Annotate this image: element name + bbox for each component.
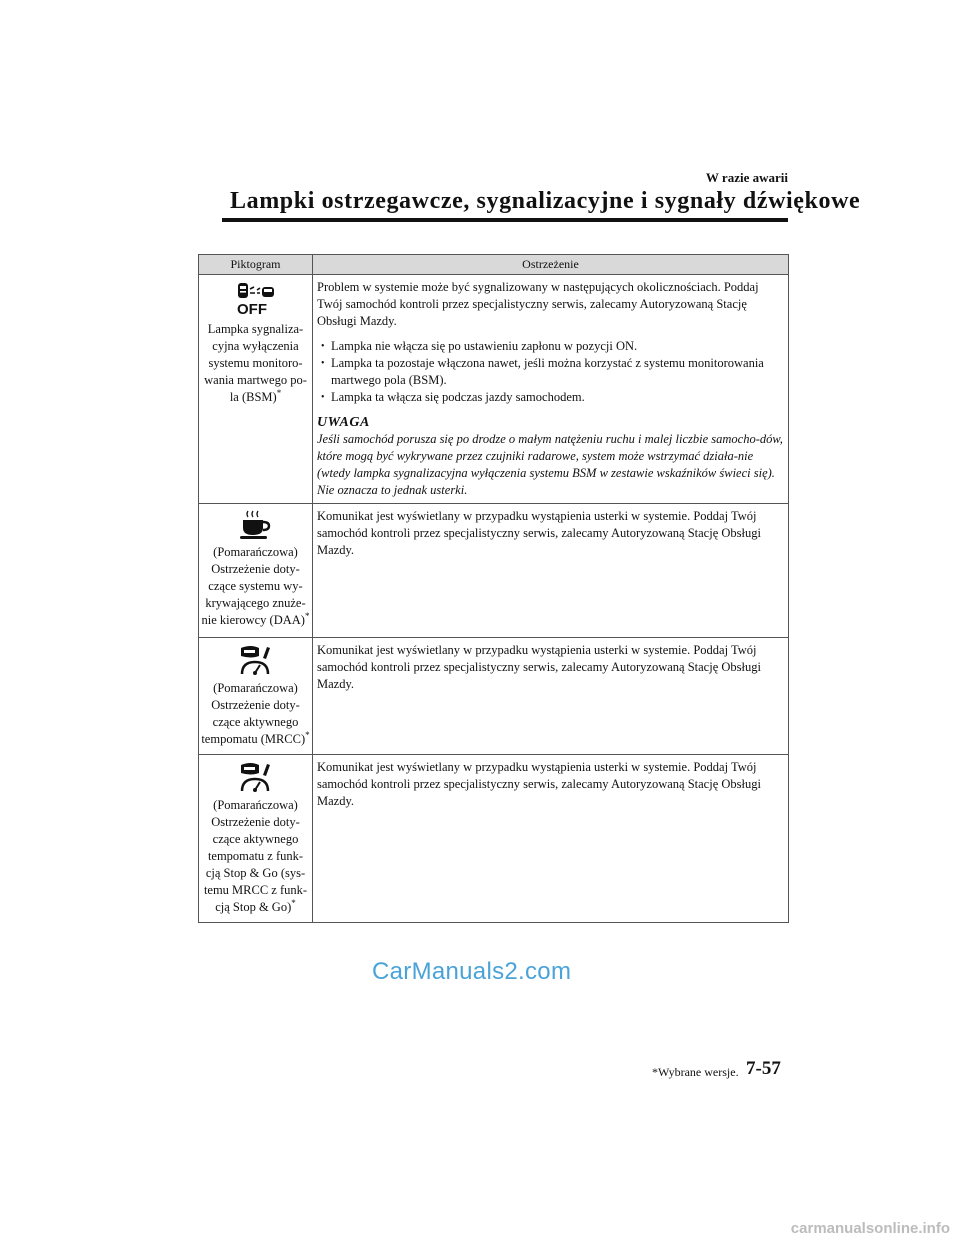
note-text: Jeśli samochód porusza się po drodze o małym natężeniu ruchu i malej liczbie samocho-dów, które mogą być wykrywane przez czujniki radarowe, system może wstrzymać działa-nie (wtedy lampka sygnalizacyjna wyłączenia systemu BSM w zestawie wskaźników świeci się). Nie oznacza to jednak usterki.: [317, 432, 783, 497]
list-item: • Lampka nie włącza się po ustawieniu zapłonu w pozycji ON.: [317, 338, 784, 355]
header-ostrzezenie: Ostrzeżenie: [313, 255, 789, 275]
list-item: • Lampka ta pozostaje włączona nawet, jeśli można korzystać z systemu monitorowania martwego pola (BSM).: [317, 355, 784, 389]
warning-cell: [313, 275, 789, 504]
mrcc-warning-icon: [237, 644, 275, 676]
table-row: [199, 755, 789, 923]
pictogram-label: (Pomarańczowa) Ostrzeżenie doty-czące systemu wy-krywającego znuże-nie kierowcy (DAA): [201, 545, 306, 627]
pictogram-cell: [199, 504, 313, 638]
warning-cell: [313, 638, 789, 755]
table-row: [199, 638, 789, 755]
pictogram-label: (Pomarańczowa) Ostrzeżenie doty-czące aktywnego tempomatu (MRCC): [201, 681, 306, 746]
page-number: 7-57: [746, 1058, 781, 1079]
title-divider: [222, 218, 788, 222]
bullet-list: [317, 338, 784, 406]
pictogram-cell: [199, 755, 313, 923]
pictogram-label: (Pomarańczowa) Ostrzeżenie doty-czące aktywnego tempomatu z funk-cją Stop & Go (sys-temu MRCC z funk-cją Stop & Go): [203, 798, 308, 914]
warning-cell: [313, 504, 789, 638]
svg-text:OFF: OFF: [236, 301, 267, 317]
page-title: Lampki ostrzegawcze, sygnalizacyjne i sygnały dźwiękowe: [230, 188, 861, 214]
warning-table: [198, 254, 789, 923]
optional-marker: *: [276, 387, 282, 398]
warning-text: Komunikat jest wyświetlany w przypadku wystąpienia usterki w systemie. Poddaj Twój samochód kontroli przez specjalistyczny serwis, zalecamy Autoryzowaną Stację Obsługi Mazdy.: [317, 509, 761, 557]
pictogram-cell: [199, 638, 313, 755]
warning-text: Problem w systemie może być sygnalizowany w następujących okolicznościach. Poddaj Twój samochód kontroli przez specjalistyczny serwis, zalecamy Autoryzowaną Stację Obsługi Mazdy.: [317, 280, 759, 328]
mrcc-stop-go-warning-icon: [237, 761, 275, 793]
optional-marker: *: [304, 610, 310, 621]
optional-marker: *: [305, 729, 310, 740]
table-header-row: [199, 255, 789, 275]
watermark: CarManuals2.com: [372, 958, 572, 985]
footer-note: *Wybrane wersje.: [652, 1065, 739, 1079]
note-heading: UWAGA: [317, 415, 370, 430]
section-label: W razie awarii: [705, 170, 788, 185]
site-logo: carmanualsonline.info: [790, 1220, 950, 1237]
header-piktogram: Piktogram: [199, 255, 313, 275]
bsm-off-icon: [234, 281, 278, 317]
warning-text: Komunikat jest wyświetlany w przypadku wystąpienia usterki w systemie. Poddaj Twój samochód kontroli przez specjalistyczny serwis, zalecamy Autoryzowaną Stację Obsługi Mazdy.: [317, 760, 761, 808]
pictogram-label: Lampka sygnaliza-cyjna wyłączenia systemu monitoro-wania martwego po-la (BSM): [204, 322, 307, 404]
warning-cell: [313, 755, 789, 923]
pictogram-cell: [199, 275, 313, 504]
coffee-cup-icon: [238, 510, 274, 540]
warning-text: Komunikat jest wyświetlany w przypadku wystąpienia usterki w systemie. Poddaj Twój samochód kontroli przez specjalistyczny serwis, zalecamy Autoryzowaną Stację Obsługi Mazdy.: [317, 643, 761, 691]
list-item: • Lampka ta włącza się podczas jazdy samochodem.: [317, 389, 784, 406]
table-row: [199, 504, 789, 638]
optional-marker: *: [291, 897, 296, 908]
table-row: [199, 275, 789, 504]
